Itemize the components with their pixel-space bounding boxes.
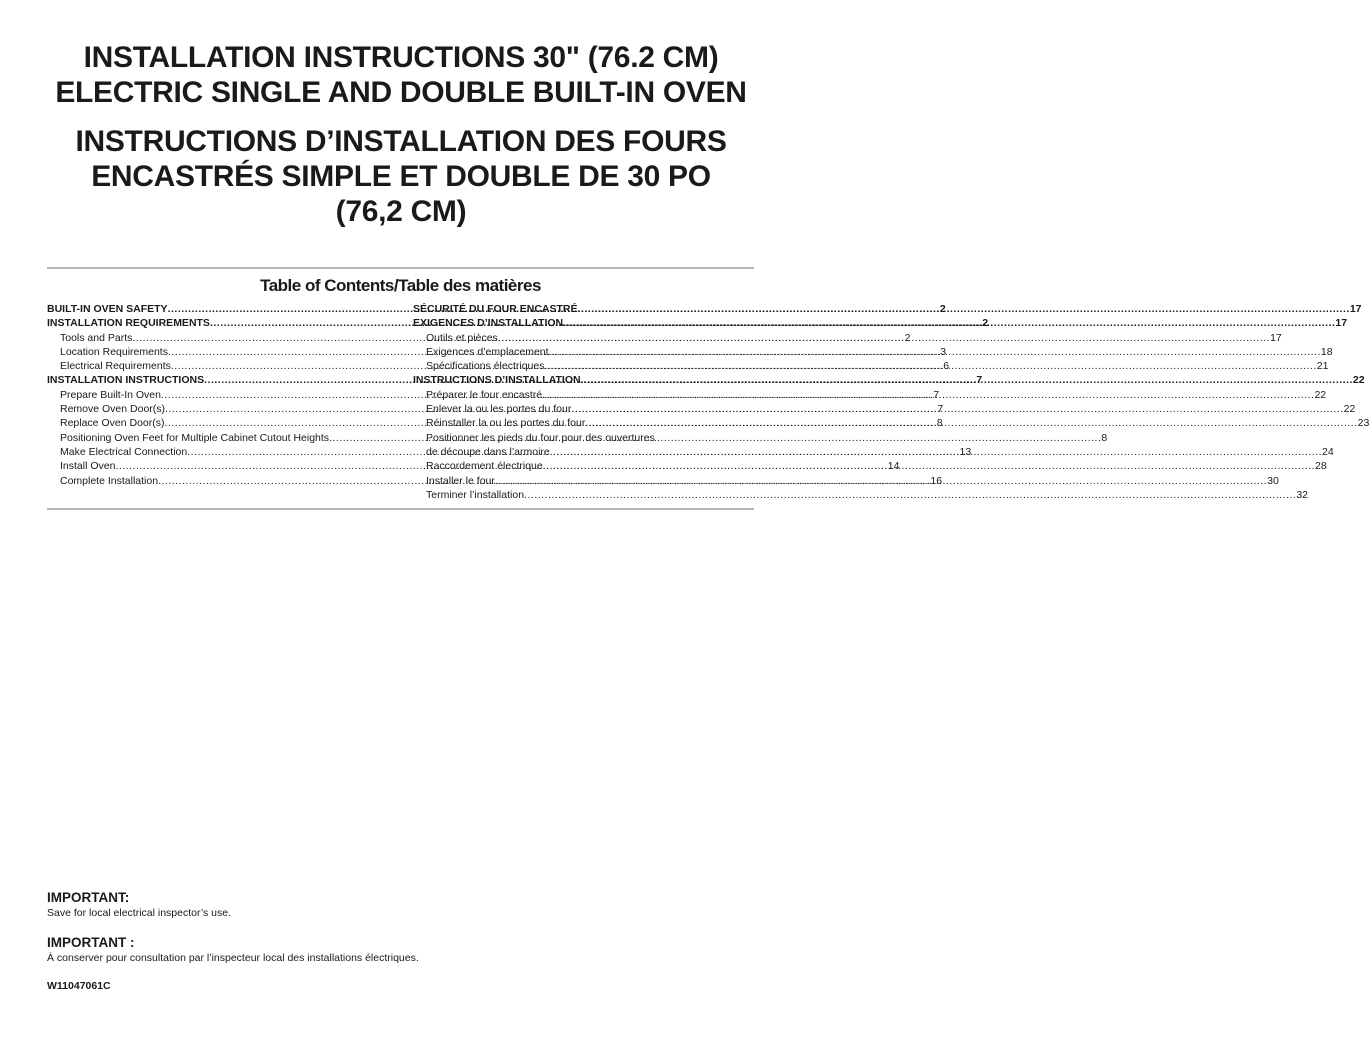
toc-entry[interactable] bbox=[413, 345, 1333, 359]
toc-entry-label-first-line[interactable]: Positionner les pieds du four pour des ouvertures bbox=[426, 431, 655, 444]
toc-entry-label: Positioning Oven Feet for Multiple Cabinet Cutout Heights bbox=[60, 431, 330, 444]
toc-entry-label: EXIGENCES D’INSTALLATION bbox=[413, 317, 564, 330]
document-title bbox=[40, 40, 762, 229]
toc-entry-label: INSTALLATION REQUIREMENTS bbox=[47, 317, 210, 330]
toc-entry-label: SÉCURITÉ DU FOUR ENCASTRÉ bbox=[413, 303, 578, 315]
toc-entry-page: 14 bbox=[887, 460, 900, 473]
toc-entry-page: 13 bbox=[959, 445, 972, 458]
toc-leader-dots bbox=[571, 402, 1343, 416]
important-heading: IMPORTANT : bbox=[47, 935, 135, 950]
toc-entry-label: Réinstaller la ou les portes du four bbox=[426, 417, 586, 430]
toc-entry-page: 7 bbox=[933, 388, 940, 401]
toc-entry[interactable] bbox=[413, 488, 1309, 502]
french-title-line: ENCASTRÉS SIMPLE ET DOUBLE DE 30 PO bbox=[91, 160, 711, 193]
toc-entry[interactable] bbox=[413, 316, 1348, 330]
english-title-line: INSTALLATION INSTRUCTIONS 30" (76.2 CM) bbox=[83, 41, 719, 74]
toc-entry-page: 7 bbox=[937, 403, 944, 416]
toc-entry-page: 21 bbox=[1316, 360, 1329, 373]
toc-leader-dots bbox=[543, 459, 1315, 473]
toc-entry-page: 17 bbox=[1349, 303, 1362, 315]
toc-entry-label: Installer le four bbox=[426, 474, 495, 487]
document-code: W11047061C bbox=[47, 980, 111, 992]
toc-entry-page: 17 bbox=[1335, 317, 1348, 330]
toc-entry-page: 22 bbox=[1343, 403, 1356, 416]
toc-entry-label: INSTALLATION INSTRUCTIONS bbox=[47, 374, 205, 387]
toc-entry-label: Outils et pièces bbox=[426, 331, 498, 344]
toc-entry-page: 6 bbox=[943, 360, 950, 373]
toc-entry-page: 30 bbox=[1267, 474, 1279, 487]
toc-entry-label: Complete Installation bbox=[60, 474, 159, 487]
important-notice-french bbox=[47, 935, 419, 965]
toc-entry-label: Electrical Requirements bbox=[60, 360, 171, 373]
toc-entry[interactable] bbox=[413, 388, 1327, 402]
toc-entry-page: 7 bbox=[976, 374, 983, 387]
toc-entry-page: 24 bbox=[1322, 445, 1334, 458]
toc-leader-dots bbox=[544, 359, 1316, 373]
toc-entry-page: 22 bbox=[1352, 374, 1365, 387]
toc-entry-page: 22 bbox=[1314, 388, 1327, 401]
french-title-line: (76,2 CM) bbox=[335, 195, 467, 228]
toc-entry-label: Exigences d’emplacement bbox=[426, 345, 549, 358]
toc-entry-label: Préparer le four encastré bbox=[426, 388, 543, 401]
toc-entry[interactable] bbox=[413, 373, 1365, 387]
toc-leader-dots bbox=[524, 488, 1296, 502]
toc-entry-label: Location Requirements bbox=[60, 345, 168, 358]
toc-entry-label: Prepare Built-In Oven bbox=[60, 388, 161, 401]
toc-leader-dots bbox=[578, 302, 1350, 316]
toc-entry[interactable] bbox=[413, 331, 1282, 345]
toc-entry-label: Spécifications électriques bbox=[426, 360, 545, 373]
toc-entry-page: 8 bbox=[1101, 431, 1108, 444]
toc-heading: Table of Contents/Table des matières bbox=[260, 276, 541, 295]
toc-leader-dots bbox=[581, 373, 1353, 387]
toc-entry-label: Remove Oven Door(s) bbox=[60, 403, 166, 416]
toc-entry-page: 28 bbox=[1315, 460, 1327, 473]
important-notice-english bbox=[47, 890, 231, 920]
toc-entry-label: Enlever la ou les portes du four bbox=[426, 403, 572, 416]
toc-entry-page: 2 bbox=[982, 317, 989, 330]
toc-entry[interactable] bbox=[413, 416, 1369, 430]
english-title-line: ELECTRIC SINGLE AND DOUBLE BUILT-IN OVEN bbox=[55, 76, 747, 109]
english-title bbox=[40, 40, 762, 110]
toc-entry-label: Make Electrical Connection bbox=[60, 445, 188, 458]
toc-entry[interactable] bbox=[413, 302, 1362, 316]
toc-leader-dots bbox=[498, 331, 1270, 345]
toc-entry-page: 2 bbox=[904, 331, 911, 344]
toc-entry-label: de découpe dans l’armoire bbox=[426, 445, 550, 458]
toc-entry-page: 2 bbox=[939, 303, 946, 315]
divider-top bbox=[47, 267, 754, 269]
french-title bbox=[40, 124, 762, 229]
toc-entry-label: Raccordement électrique bbox=[426, 460, 543, 473]
french-title-line: INSTRUCTIONS D’INSTALLATION DES FOURS bbox=[75, 125, 727, 158]
toc-leader-dots bbox=[585, 416, 1357, 430]
toc-entry-page: 3 bbox=[940, 345, 947, 358]
toc-entry-page: 8 bbox=[936, 417, 943, 430]
toc-entry-label: Terminer l’installation bbox=[426, 488, 525, 501]
toc-entry-label: BUILT-IN OVEN SAFETY bbox=[47, 303, 168, 315]
toc-leader-dots bbox=[542, 388, 1314, 402]
toc-entry-label: INSTRUCTIONS D’INSTALLATION bbox=[413, 374, 581, 387]
important-text: Save for local electrical inspector’s use. bbox=[47, 907, 232, 919]
toc-leader-dots bbox=[495, 474, 1267, 488]
divider-bottom bbox=[47, 508, 754, 510]
important-heading: IMPORTANT: bbox=[47, 890, 130, 905]
toc-leader-dots bbox=[563, 316, 1335, 330]
toc-entry-page: 23 bbox=[1357, 417, 1369, 430]
toc-leader-dots bbox=[550, 445, 1322, 459]
toc-entry-page: 18 bbox=[1320, 345, 1333, 358]
toc-entry-label: Tools and Parts bbox=[60, 331, 133, 344]
important-text: À conserver pour consultation par l’inspecteur local des installations électriques. bbox=[47, 952, 419, 964]
toc-entry[interactable] bbox=[413, 359, 1329, 373]
toc-leader-dots bbox=[549, 345, 1321, 359]
toc-entry-page: 17 bbox=[1270, 331, 1282, 344]
toc-entry-page: 32 bbox=[1296, 488, 1309, 501]
toc-entry-page: 16 bbox=[930, 474, 943, 487]
toc-entry-label: Replace Oven Door(s) bbox=[60, 417, 165, 430]
toc-entry[interactable] bbox=[413, 402, 1356, 416]
toc-entry-label: Install Oven bbox=[60, 460, 116, 473]
